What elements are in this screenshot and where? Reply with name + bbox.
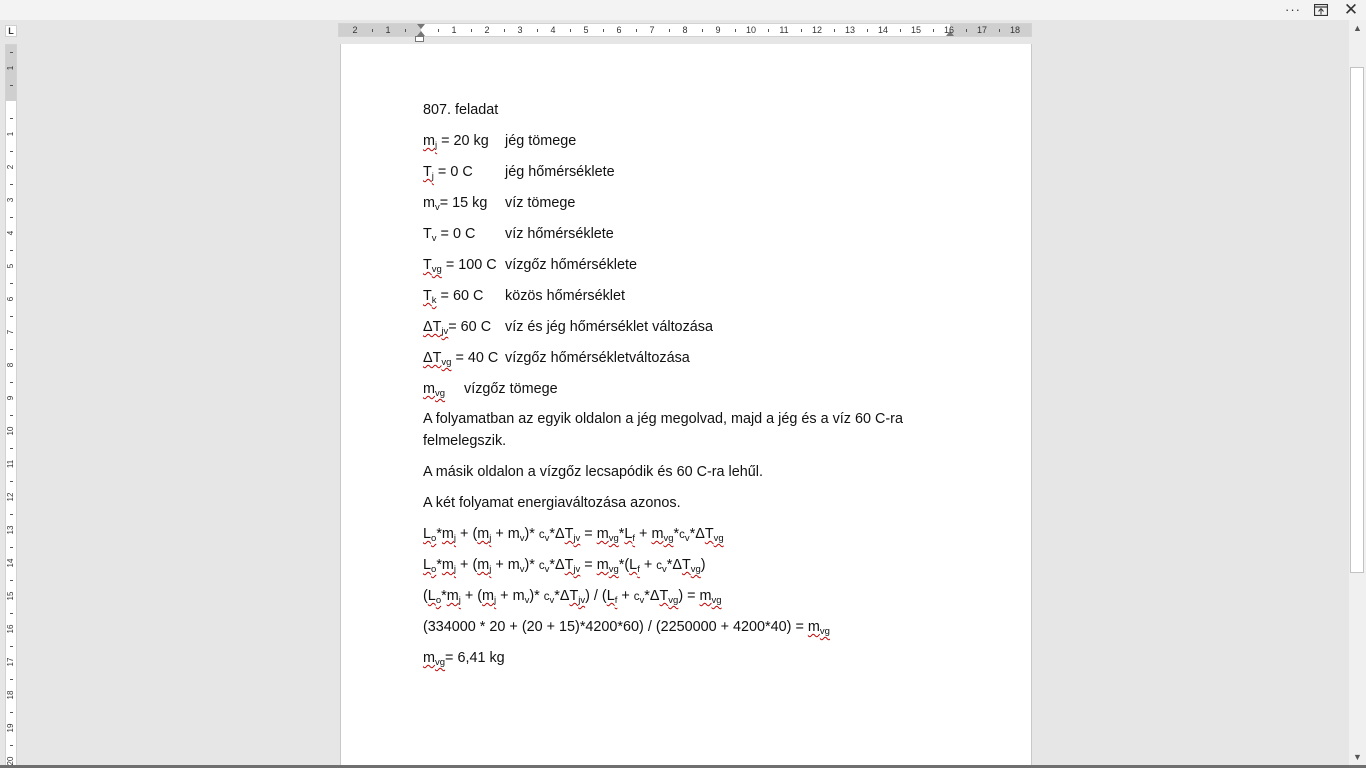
ruler-tick	[10, 712, 13, 713]
ruler-number: 15	[910, 25, 922, 35]
equation-line: ($L_o*m_j + (m_j + m_v)*$ $c_v*\Delta T_{jv}) / (L_f + c_v*\Delta T_{vg}) = m_{vg}$	[423, 588, 722, 606]
ruler-number: 9	[6, 395, 15, 401]
ruler-tick	[10, 184, 13, 185]
ruler-number: 4	[550, 25, 556, 35]
ruler-tick	[537, 29, 538, 32]
var-row: $\Delta T_{vg} = 40$ C vízgőz hőmérsékletváltozása	[423, 350, 690, 368]
doc-title: 807. feladat	[423, 102, 499, 118]
ruler-number: 20	[6, 756, 15, 766]
ruler-number: 1	[6, 65, 15, 71]
ruler-tick	[471, 29, 472, 32]
paragraph: A folyamatban az egyik oldalon a jég megolvad, majd a jég és a víz 60 C-ra felmelegszik.	[423, 411, 903, 449]
var-row: $T_j = 0$ C jég hőmérséklete	[423, 164, 615, 182]
ruler-tick	[10, 151, 13, 152]
ruler-tick	[834, 29, 835, 32]
ruler-tick	[10, 646, 13, 647]
ruler-number: 14	[6, 558, 15, 568]
ruler-number: 7	[649, 25, 655, 35]
ruler-number: 10	[6, 426, 15, 436]
ruler-number: 3	[517, 25, 523, 35]
ruler-number: 18	[6, 690, 15, 700]
ruler-number: 18	[1009, 25, 1021, 35]
ruler-number: 2	[352, 25, 358, 35]
ruler-number: 7	[6, 329, 15, 335]
ruler-tick	[966, 29, 967, 32]
left-margin-area	[339, 24, 421, 36]
ruler-number: 2	[6, 164, 15, 170]
horizontal-ruler[interactable]	[338, 23, 1032, 37]
ruler-number: 6	[6, 296, 15, 302]
ruler-tick	[10, 613, 13, 614]
ruler-number: 11	[779, 25, 789, 35]
more-options-button[interactable]: ···	[1285, 2, 1301, 17]
ruler-tick	[10, 382, 13, 383]
calculation-line: $(334000 * 20 + (20 + 15)*4200*60) / (2250000 + 4200*40) = m_{vg}$	[423, 619, 830, 637]
title-bar	[0, 0, 1366, 20]
ruler-tick	[10, 52, 13, 53]
equation-line: $L_o*m_j + (m_j + m_v)*$ $c_v*\Delta T_{jv} = m_{vg}*L_f + m_{vg}*c_v*\Delta T_{vg}$	[423, 526, 724, 544]
var-row: $T_v = 0$ C víz hőmérséklete	[423, 226, 614, 244]
var-row: $m_{vg}$ vízgőz tömege	[423, 381, 558, 399]
ruler-tick	[10, 283, 13, 284]
ruler-tick	[999, 29, 1000, 32]
paragraph: A két folyamat energiaváltozása azonos.	[423, 495, 681, 511]
ruler-number: 1	[451, 25, 457, 35]
ruler-tick	[10, 679, 13, 680]
ruler-tick	[504, 29, 505, 32]
ruler-tick	[636, 29, 637, 32]
ruler-tick	[933, 29, 934, 32]
ruler-number: 13	[6, 525, 15, 535]
ruler-tick	[10, 547, 13, 548]
ruler-tick	[10, 349, 13, 350]
paragraph: A másik oldalon a vízgőz lecsapódik és 60 C-ra lehűl.	[423, 464, 763, 480]
ruler-number: 8	[6, 362, 15, 368]
ruler-tick	[900, 29, 901, 32]
ruler-tick	[405, 29, 406, 32]
ruler-tick	[702, 29, 703, 32]
ruler-tick	[768, 29, 769, 32]
ruler-number: 5	[583, 25, 589, 35]
result-line: $m_{vg}= 6,41$ kg	[423, 650, 505, 668]
var-row: $\Delta T_{jv}= 60$ C víz és jég hőmérséklet változása	[423, 319, 713, 337]
vertical-scrollbar[interactable]	[1349, 20, 1366, 768]
ruler-number: 12	[811, 25, 823, 35]
top-margin-area	[6, 45, 16, 101]
ruler-tick	[10, 514, 13, 515]
ruler-number: 17	[6, 657, 15, 667]
left-indent-marker[interactable]	[415, 36, 424, 42]
ruler-tick	[10, 415, 13, 416]
ruler-tick	[10, 448, 13, 449]
ruler-tick	[735, 29, 736, 32]
close-button[interactable]: ✕	[1343, 0, 1359, 19]
restore-window-button[interactable]	[1307, 0, 1335, 20]
ruler-number: 13	[844, 25, 856, 35]
var-row: $m_j = 20$ kg jég tömege	[423, 133, 577, 151]
ruler-number: 10	[745, 25, 757, 35]
ruler-number: 12	[6, 492, 15, 502]
restore-window-icon	[1314, 4, 1328, 16]
scrollbar-thumb[interactable]	[1350, 67, 1364, 573]
ruler-number: 17	[976, 25, 988, 35]
ruler-number: 11	[6, 459, 15, 469]
ruler-number: 4	[6, 230, 15, 236]
var-row: $T_k = 60$ C közös hőmérséklet	[423, 288, 625, 306]
ruler-number: 2	[484, 25, 490, 35]
ruler-tick	[801, 29, 802, 32]
equation-line: $L_o*m_j + (m_j + m_v)*$ $c_v*\Delta T_{jv} = m_{vg}*(L_f + c_v*\Delta T_{vg})$	[423, 557, 706, 575]
ruler-number: 1	[385, 25, 391, 35]
ruler-tick	[570, 29, 571, 32]
ruler-tick	[10, 217, 13, 218]
scroll-down-arrow-icon[interactable]: ▼	[1353, 752, 1362, 762]
ruler-tick	[10, 745, 13, 746]
ruler-number: 3	[6, 197, 15, 203]
var-row: $m_v= 15$ kg víz tömege	[423, 195, 576, 213]
tab-selector[interactable]: L	[5, 25, 17, 37]
ruler-number: 8	[682, 25, 688, 35]
ruler-number: 15	[6, 591, 15, 601]
ruler-tick	[10, 85, 13, 86]
ruler-number: 1	[6, 131, 15, 137]
ruler-number: 9	[715, 25, 721, 35]
ruler-number: 14	[877, 25, 889, 35]
ruler-tick	[438, 29, 439, 32]
ruler-number: 6	[616, 25, 622, 35]
ruler-number: 16	[943, 25, 955, 35]
ruler-tick	[669, 29, 670, 32]
ruler-number: 19	[6, 723, 15, 733]
ruler-tick	[867, 29, 868, 32]
vertical-ruler[interactable]	[5, 44, 17, 768]
scroll-up-arrow-icon[interactable]: ▲	[1353, 23, 1362, 33]
ruler-tick	[603, 29, 604, 32]
ruler-tick	[10, 481, 13, 482]
document-page[interactable]	[340, 44, 1032, 768]
ruler-tick	[10, 580, 13, 581]
ruler-tick	[10, 118, 13, 119]
var-row: $T_{vg} = 100$ C vízgőz hőmérséklete	[423, 257, 637, 275]
first-line-indent-marker[interactable]	[417, 24, 425, 29]
ruler-number: 16	[6, 624, 15, 634]
ruler-tick	[10, 250, 13, 251]
ruler-number: 5	[6, 263, 15, 269]
ruler-tick	[372, 29, 373, 32]
ruler-tick	[10, 316, 13, 317]
